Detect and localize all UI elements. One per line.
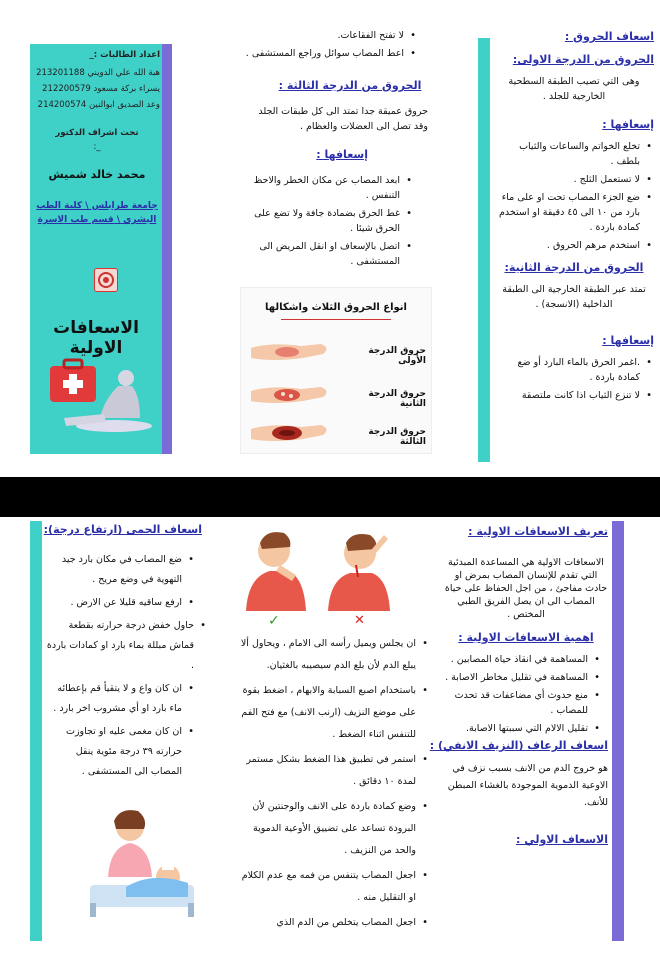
burns-title: اسعاف الحروق : <box>564 30 654 43</box>
wrong-cross-icon: ✕ <box>354 613 365 628</box>
list-item: • ان كان واع و لا يتقيأ قم بإعطائه ماء بارد او أي مشروب اخر بارد . <box>46 679 182 719</box>
fever-care-illustration <box>82 807 202 919</box>
university-name: جامعة طرابلس \ كلية الطب البشري \ قسم طب الاسرة <box>36 201 158 225</box>
student-3: وعد الصديق ابوالنين 214200574 <box>37 100 160 110</box>
second-degree-aid-list <box>494 355 654 403</box>
nosebleed-steps-list <box>240 633 438 934</box>
doctor-name: محمد خالد شميش <box>48 168 146 181</box>
second-degree-aid-heading: إسعافها : <box>602 334 654 347</box>
cover-panel <box>34 48 160 227</box>
list-item: • .اغمر الحرق بالماء البارد أو ضع كمادة باردة . <box>494 355 640 385</box>
list-item: • باستخدام اصبع السبابة والابهام ، اضغط بقوة على موضع النزيف (ارنب الانف) مع فتح الفم للتنفس اثناء الضغط . <box>240 680 416 746</box>
list-item: • استخدم مرهم الحروق . <box>494 238 640 253</box>
list-item: • المساهمة في انقاذ حياة المصابين . <box>444 652 588 667</box>
burns-first-aid-column <box>494 30 654 406</box>
left-column-strip <box>30 521 42 941</box>
list-item: • استمر في تطبيق هذا الضغط بشكل مستمر لمدة ١٠ دقائق . <box>240 749 416 793</box>
right-column-strip-2 <box>612 521 624 941</box>
list-item: • غط الحرق بضمادة جافة ولا تضع على الحرق شيئا . <box>240 206 400 236</box>
second-degree-more-list <box>240 28 440 61</box>
importance-heading: اهمية الاسعافات الاولية : <box>458 631 594 644</box>
list-item: • اجعل المصاب يتخلص من الدم الذي <box>240 912 416 934</box>
first-degree-text: وهى التي تصيب الطبقة السطحية الخارجية للجلد . <box>508 76 640 102</box>
fever-first-aid-column <box>43 523 202 785</box>
university-logo <box>94 268 118 292</box>
second-degree-label: حروق الدرجة الثانية <box>368 389 426 409</box>
importance-list <box>444 652 608 736</box>
first-degree-aid-heading: إسعافها : <box>602 118 654 131</box>
nosebleed-aid-heading: الاسعاف الاولي : <box>515 833 608 846</box>
second-degree-heading: الحروق من الدرجة الثانية: <box>504 261 644 274</box>
third-degree-label: حروق الدرجة الثالثة <box>368 427 426 447</box>
list-item: • لا تفتح الفقاعات. <box>240 28 404 43</box>
nosebleed-illustration-correct <box>240 525 310 611</box>
cover-main-title: الاسعافات الاولية <box>53 318 139 358</box>
list-item: • ضع المصاب في مكان بارد جيد التهوية في وضع مريح . <box>46 550 182 590</box>
third-degree-heading: الحروق من الدرجة الثالثة : <box>278 79 422 92</box>
list-item: • اتصل بالإسعاف او انقل المريض الى المستشفى . <box>240 239 400 269</box>
list-item: • تقليل الالام التي سببتها الاصابة. <box>444 721 588 736</box>
third-degree-arm <box>251 421 331 445</box>
list-item: • ابعد المصاب عن مكان الخطر والاحظ التنفس . <box>240 173 400 203</box>
nosebleed-text: هو خروج الدم من الانف بسبب نزف في الاوعية الدموية الموجودة بالغشاء المبطن للأنف. <box>447 763 608 808</box>
list-item: • لا تنزع الثياب اذا كانت ملتصقة <box>494 388 640 403</box>
first-aid-definition-column <box>429 525 608 846</box>
nosebleed-illustration-wrong <box>322 525 396 611</box>
page-1 <box>0 0 660 477</box>
list-item: • حاول خفض درجة حرارته بقطعة قماش مبللة بماء بارد او كمادات باردة . <box>46 616 194 676</box>
page-2 <box>0 517 660 967</box>
list-item: • تخلع الخواتم والساعات والثياب بلطف . <box>494 139 640 169</box>
list-item: • ان كان مغمى عليه او تجاوزت حرارته ٣٩ درجة مئوية ينقل المصاب الى المستشفى . <box>46 722 182 782</box>
second-degree-text: تمتد عبر الطبقة الخارجية الى الطبقة الداخلية (الانسجة) . <box>502 284 646 310</box>
list-item: • المساهمة في تقليل مخاطر الاصابة . <box>444 670 588 685</box>
burn-figure-title: انواع الحروق الثلاث واشكالها <box>265 302 407 313</box>
second-degree-arm <box>251 383 331 407</box>
prepared-by: اعداد الطالبات :_ <box>89 50 160 60</box>
nosebleed-heading: اسعاف الرعاف (النزيف الانفي) : <box>429 739 608 752</box>
cover-purple-strip <box>162 44 172 454</box>
student-1: هبة الله علي الدويني 213201188 <box>36 68 160 78</box>
list-item: • منع حدوث أي مضاعفات قد تحدث للمصاب . <box>444 688 588 718</box>
definition-heading: تعريف الاسعافات الاولية : <box>468 525 608 538</box>
third-degree-text: حروق عميقة جدا تمتد الى كل طبقات الجلد وقد تصل الى العضلات والعظام . <box>258 106 428 132</box>
definition-text: الاسعافات الاولية هي المساعدة المبدئية التي تقدم للإنسان المصاب بمرض او حادث مفاجئ ، من اجل الحفاظ على حياة المصاب الى ان يصل الفريق الطبي المختص . <box>444 557 608 620</box>
list-item: • اعط المصاب سوائل وراجع المستشفى . <box>240 46 404 61</box>
nosebleed-steps-column <box>240 633 438 937</box>
list-item: • لا تستعمل الثلج . <box>494 172 640 187</box>
burn-figure-title-underline <box>281 319 391 320</box>
third-degree-aid-list <box>240 173 440 269</box>
third-degree-aid-heading: إسعافها : <box>316 148 368 161</box>
list-item: • وضع كمادة باردة على الانف والوجنتين لأن البرودة تساعد على تضييق الأوعية الدموية والحد من النزيف . <box>240 796 416 862</box>
first-degree-heading: الحروق من الدرجة الاولى: <box>512 53 654 66</box>
burn-degrees-figure <box>240 287 432 454</box>
right-column-strip <box>478 38 490 462</box>
student-2: يسراء بركة مسعود 212200579 <box>42 84 160 94</box>
first-aid-kit-illustration <box>44 356 156 436</box>
supervision-dash: _: <box>93 142 101 152</box>
list-item: • ارفع ساقيه قليلا عن الارض . <box>46 593 182 613</box>
fever-heading: اسعاف الحمى (ارتفاع درجة): <box>43 523 202 536</box>
list-item: • اجعل المصاب يتنفس من فمه مع عدم الكلام او التقليل منه . <box>240 865 416 909</box>
supervision-label: تحت اشراف الدكتور <box>55 128 139 138</box>
first-degree-arm <box>251 340 331 364</box>
list-item: • ضع الجزء المصاب تحت او على ماء بارد من ١٠ الى ٤٥ دقيقة او استخدم كمادة باردة . <box>494 190 640 235</box>
list-item: • ان يجلس ويميل رأسه الى الامام ، ويحاول ألا يبلع الدم لأن بلع الدم سيصيبه بالغثيان. <box>240 633 416 677</box>
third-degree-column <box>240 28 440 272</box>
first-degree-label: حروق الدرجة الأولى <box>368 346 426 366</box>
page-separator <box>0 477 660 517</box>
first-degree-aid-list <box>494 139 654 253</box>
correct-check-icon: ✓ <box>268 613 280 629</box>
fever-aid-list <box>46 550 202 782</box>
